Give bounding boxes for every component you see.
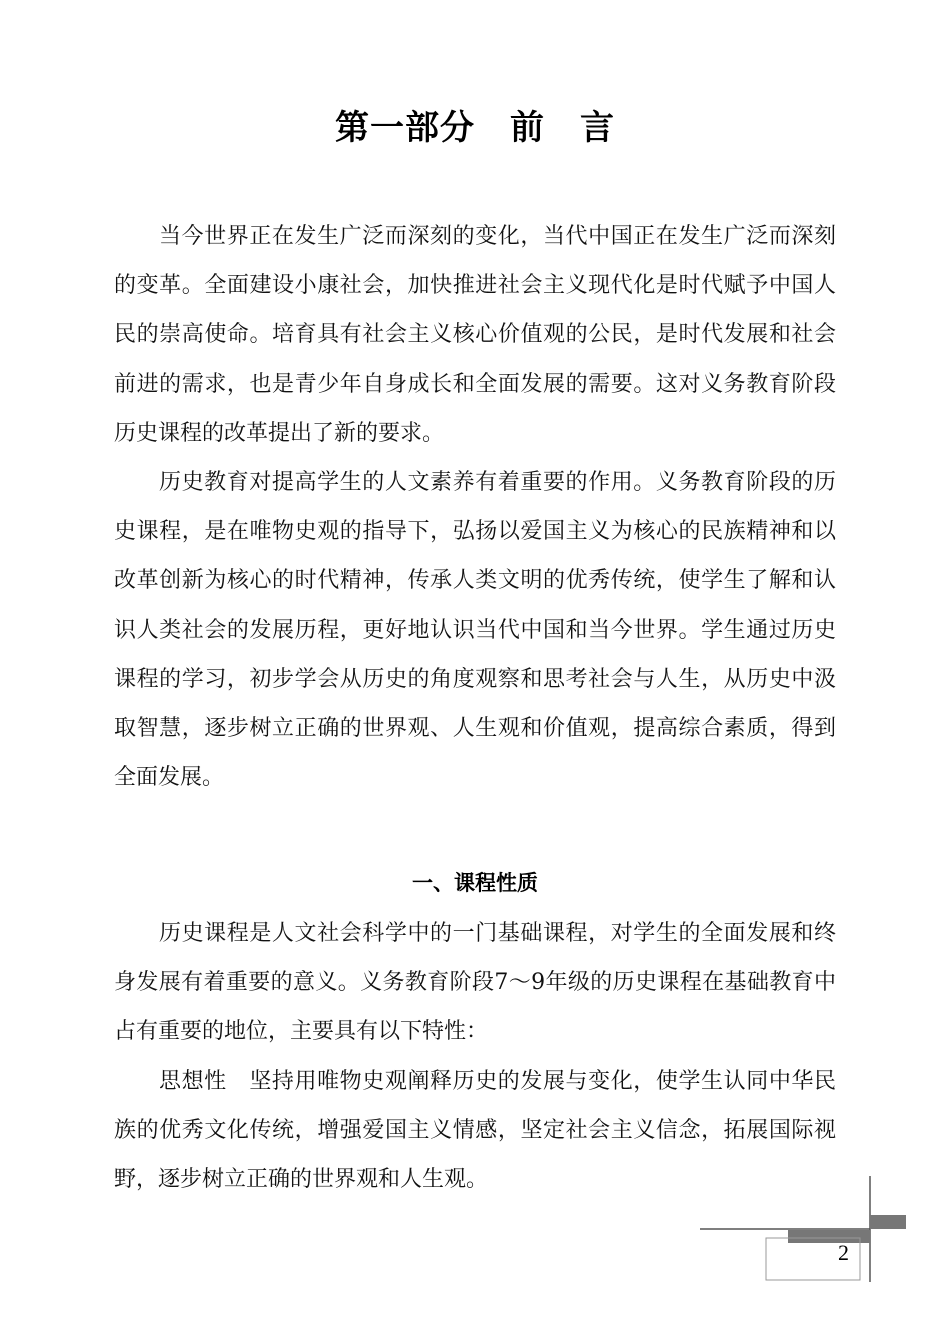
section-paragraph-1: 历史课程是人文社会科学中的一门基础课程，对学生的全面发展和终身发展有着重要的意义。义务教育阶段7～9年级的历史课程在基础教育中占有重要的地位，主要具有以下特性： [114, 921, 836, 1045]
preface-paragraph-1: 当今世界正在发生广泛而深刻的变化，当代中国正在发生广泛而深刻的变革。全面建设小康社会，加快推进社会主义现代化是时代赋予中国人民的崇高使命。培育具有社会主义核心价值观的公民，是时代发展和社会前进的需求，也是青少年自身成长和全面发展的需要。这对义务教育阶段历史课程的改革提出了新的要求。 [114, 224, 836, 446]
preface-paragraph-2: 历史教育对提高学生的人文素养有着重要的作用。义务教育阶段的历史课程，是在唯物史观的指导下，弘扬以爱国主义为核心的民族精神和以改革创新为核心的时代精神，传承人类文明的优秀传统，使学生了解和认识人类社会的发展历程，更好地认识当代中国和当今世界。学生通过历史课程的学习，初步学会从历史的角度观察和思考社会与人生，从历史中汲取智慧，逐步树立正确的世界观、人生观和价值观，提高综合素质，得到全面发展。 [114, 470, 836, 791]
section-body [114, 909, 836, 1204]
page-corner-decoration [690, 1170, 920, 1290]
page-title: 第一部分 前 言 [335, 108, 615, 148]
section-paragraph-2: 思想性 坚持用唯物史观阐释历史的发展与变化，使学生认同中华民族的优秀文化传统，增强爱国主义情感，坚定社会主义信念，拓展国际视野，逐步树立正确的世界观和人生观。 [114, 1068, 836, 1193]
page-number: 2 [838, 1240, 849, 1265]
preface-body [114, 212, 836, 802]
section-heading: 一、课程性质 [412, 871, 538, 895]
